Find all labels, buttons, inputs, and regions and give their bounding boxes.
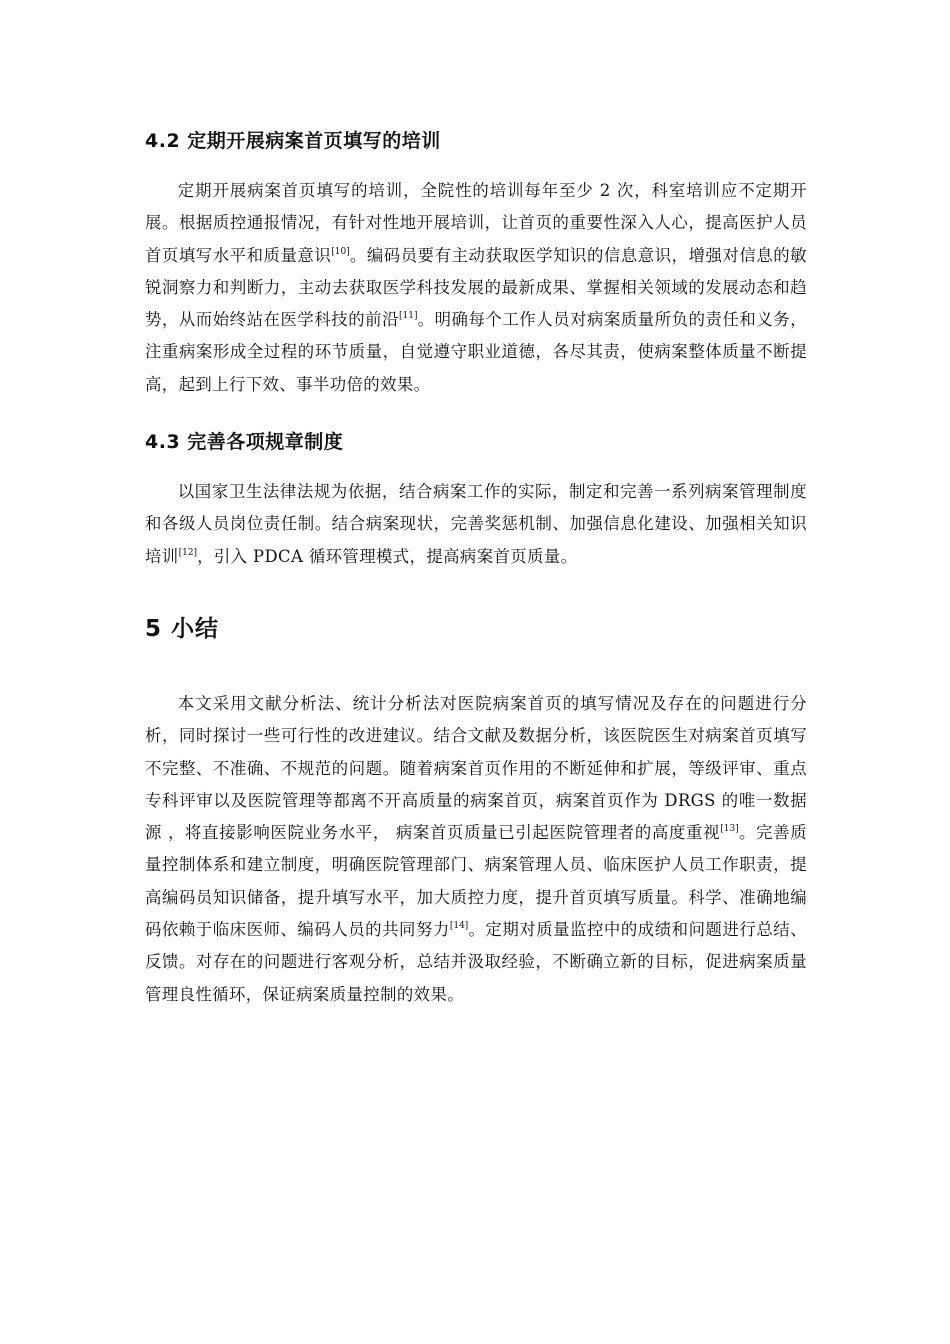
citation-ref-11: [11] (399, 311, 418, 322)
paragraph-text: 本文采用文献分析法、统计分析法对医院病案首页的填写情况及存在的问题进行分析，同时探讨一些可行性的改进建议。结合文献及数据分析，该医院医生对病案首页填写不完整、不准确、不规范的问题。随着病案首页作用的不断延伸和扩展，等级评审、重点专科评审以及医院管理等都离不开高质量的病案首页，病案首页作为 DRGS 的唯一数据源 ，将直接影响医院业务水平， 病案首页质量已引起医院管理者的高度重视 (145, 693, 807, 843)
chapter-heading-5: 5 小结 (145, 615, 220, 642)
citation-ref-10: [10] (331, 246, 350, 257)
section-heading-4-2: 4.2 定期开展病案首页填写的培训 (145, 130, 441, 152)
paragraph-text: 。编码员要有主动获取医学知识的信息意识，增强对信息的敏锐洞察力和判断力，主动去获取医学科技发展的最新成果、掌握相关领域的发展动态和趋势，从而始终站在医学科技的前沿 (145, 245, 807, 330)
paragraph-text: 定期开展病案首页填写的培训，全院性的培训每年至少 2 次，科室培训应不定期开展。根据质控通报情况，有针对性地开展培训，让首页的重要性深入人心，提高医护人员首页填写水平和质量意识 (145, 181, 807, 265)
page-content (145, 122, 807, 1011)
section-heading-4-3: 4.3 完善各项规章制度 (145, 431, 344, 454)
paragraph-text: 。定期对质量监控中的成绩和问题进行总结、反馈。对存在的问题进行客观分析，总结并汲取经验，不断确立新的目标，促进病案质量管理良性循环，保证病案质量控制的效果。 (145, 920, 808, 1004)
paragraph-4-3 (145, 476, 807, 573)
paragraph-text: ，引入 PDCA 循环管理模式，提高病案首页质量。 (197, 546, 578, 566)
paragraph-text: 。明确每个工作人员对病案质量所负的责任和义务，注重病案形成全过程的环节质量，自觉遵守职业道德，各尽其责，使病案整体质量不断提高，起到上行下效、事半功倍的效果。 (145, 310, 808, 394)
paragraph-text: 。完善质量控制体系和建立制度，明确医院管理部门、病案管理人员、临床医护人员工作职责，提高编码员知识储备，提升填写水平，加大质控力度，提升首页填写质量。科学、准确地编码依赖于临床医师、编码人员的共同努力 (145, 823, 807, 940)
paragraph-4-2 (145, 175, 807, 401)
paragraph-text: 以国家卫生法律法规为依据，结合病案工作的实际，制定和完善一系列病案管理制度和各级人员岗位责任制。结合病案现状，完善奖惩机制、加强信息化建设、加强相关知识培训 (145, 482, 807, 566)
citation-ref-14: [14] (449, 921, 469, 932)
paragraph-5 (145, 688, 807, 1011)
citation-ref-13: [13] (720, 824, 739, 835)
citation-ref-12: [12] (178, 547, 198, 558)
